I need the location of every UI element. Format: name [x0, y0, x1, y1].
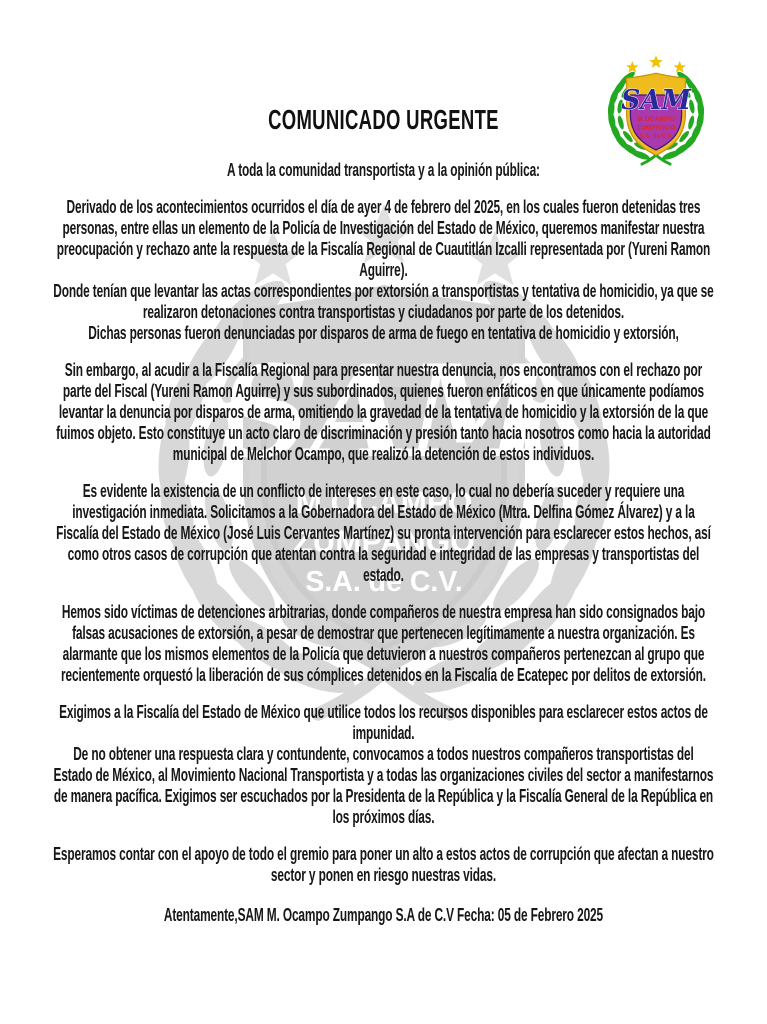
- salutation: A toda la comunidad transportista y a la opinión pública:: [227, 160, 540, 180]
- paragraph-block: [53, 702, 714, 828]
- paragraph-block: [53, 197, 714, 344]
- page-title: COMUNICADO URGENTE: [268, 104, 499, 135]
- signature-block: [53, 905, 714, 926]
- paragraph: Sin embargo, al acudir a la Fiscalía Regional para presentar nuestra denuncia, nos encontramos con el rechazo por parte del Fiscal (Yureni Ramon Aguirre) y sus subordinados, quienes fueron enfáticos en que únicamente podíamos levantar la denuncia por disparos de arma, omitiendo la gravedad de la tentativa de homicidio y la extorsión de la que fuimos objeto. Esto constituye un acto claro de discriminación y presión tanto hacia nosotros como hacia la autoridad municipal de Melchor Ocampo, que realizó la detención de estos individuos.: [56, 360, 711, 464]
- paragraph: Dichas personas fueron denunciadas por disparos de arma de fuego en tentativa de homicidio y extorsión,: [88, 323, 679, 343]
- paragraph: Esperamos contar con el apoyo de todo el gremio para poner un alto a estos actos de corrupción que afectan a nuestro sector y ponen en riesgo nuestras vidas.: [53, 844, 714, 885]
- paragraph: Donde tenían que levantar las actas correspondientes por extorsión a transportistas y tentativa de homicidio, ya que se realizaron detonaciones contra transportistas y ciudadanos por parte de los detenidos.: [53, 281, 714, 322]
- paragraph: Derivado de los acontecimientos ocurridos el día de ayer 4 de febrero del 2025, en los cuales fueron detenidas tres personas, entre ellas un elemento de la Policía de Investigación del Estado de México, queremos manifestar nuestra preocupación y rechazo ante la respuesta de la Fiscalía Regional de Cuautitlán Izcalli representada por (Yureni Ramon Aguirre).: [56, 197, 711, 280]
- paragraph-block: [53, 481, 714, 586]
- signature-line: Atentamente,SAM M. Ocampo Zumpango S.A de C.V Fecha: 05 de Febrero 2025: [163, 905, 604, 925]
- paragraph: Es evidente la existencia de un conflicto de intereses en este caso, lo cual no debería suceder y requiere una investigación inmediata. Solicitamos a la Gobernadora del Estado de México (Mtra. Delfina Gómez Álvarez) y a la Fiscalía del Estado de México (José Luis Cervantes Martínez) su pronta intervención para esclarecer estos hechos, así como otros casos de corrupción que atentan contra la seguridad e integridad de las empresas y transportistas del estado.: [56, 481, 711, 585]
- paragraph-block: [53, 360, 714, 465]
- company-logo: [592, 54, 720, 168]
- paragraph: Exigimos a la Fiscalía del Estado de México que utilice todos los recursos disponibles para esclarecer estos actos de impunidad.: [59, 702, 708, 743]
- paragraph-block: [53, 602, 714, 686]
- paragraph-block: [53, 844, 714, 886]
- paragraph: De no obtener una respuesta clara y contundente, convocamos a todos nuestros compañeros transportistas del Estado de México, al Movimiento Nacional Transportista y a todas las organizaciones civiles del sector a manifestarnos de manera pacífica. Exigimos ser escuchados por la Presidenta de la República y la Fiscalía General de la República en los próximos días.: [53, 744, 714, 827]
- paragraph: Hemos sido víctimas de detenciones arbitrarias, donde compañeros de nuestra empresa han sido consignados bajo falsas acusaciones de extorsión, a pesar de demostrar que pertenecen legítimamente a nuestra organización. Es alarmante que los mismos elementos de la Policía que detuvieron a nuestros compañeros pertenezcan al grupo que recientemente orquestó la liberación de sus cómplices detenidos en la Fiscalía de Ecatepec por delitos de extorsión.: [61, 602, 706, 685]
